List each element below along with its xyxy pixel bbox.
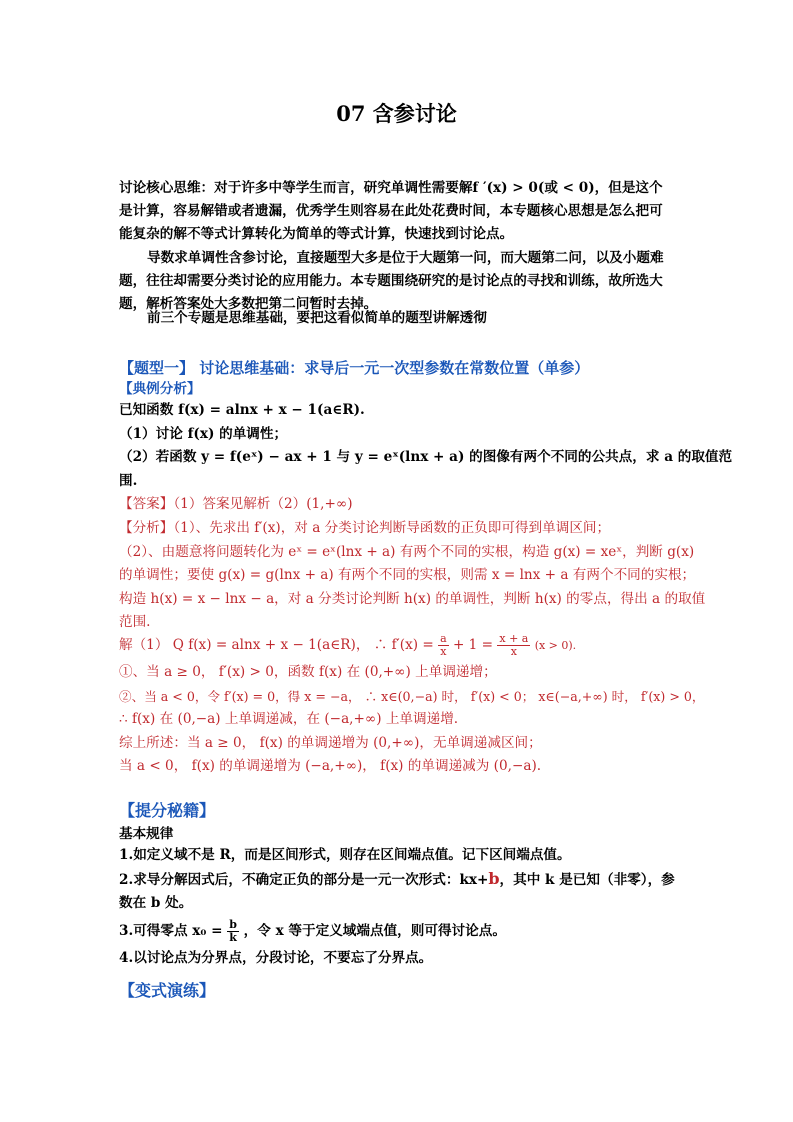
fraction-a-over-x: $\frac{a}{x}$	[440, 632, 447, 658]
answer-block	[119, 493, 675, 517]
solution-block	[119, 630, 705, 779]
intro-text-1: 讨论核心思维：对于许多中等学生而言，研究单调性需要解f ′(x) > 0(或 < 0)，但是这个是计算，容易解错或者遗漏，优秀学生则容易在此处花费时间，本专题核心思想是怎么把可能复杂的解不等式计算转化为简单的等式计算，快速找到讨论点。	[119, 180, 663, 242]
rule-3: 3.可得零点 x₀ = $\frac{b}{k}$ ，令 x 等于定义域端点值，则可得讨论点。	[119, 918, 506, 944]
analysis-line-2: （2）、由题意将问题转化为 eˣ = eˣ(lnx + a) 有两个不同的实根，构造 g(x) = xeˣ，判断 g(x)	[119, 543, 695, 560]
rule-2: 2.求导分解因式后，不确定正负的部分是一元一次形式：kx+b，其中 k 是已知（非零），参	[119, 869, 675, 888]
rule-4: 4.以讨论点为分界点，分段讨论，不要忘了分界点。	[119, 950, 433, 966]
tips-heading: 【提分秘籍】	[119, 801, 216, 820]
practice-heading: 【变式演练】	[119, 981, 216, 1000]
tips-section	[119, 798, 675, 970]
analysis-line-1: （1）、先求出 f′(x)，对 a 分类讨论判断导函数的正负即可得到单调区间；	[173, 520, 611, 536]
intro-paragraph-3	[119, 307, 675, 330]
answer-label: 【答案】	[119, 496, 174, 512]
problem-block	[119, 399, 733, 493]
intro-paragraph-2	[119, 247, 675, 316]
analysis-block	[119, 517, 706, 635]
problem-stem: 已知函数 f(x) = alnx + x − 1(a∈R).	[119, 402, 365, 418]
analysis-line-4: 构造 h(x) = x − lnx − a，对 a 分类讨论判断 h(x) 的单调性，判断 h(x) 的零点，得出 a 的取值	[119, 590, 706, 607]
rule-1: 1.如定义域不是 R，而是区间形式，则存在区间端点值。记下区间端点值。	[119, 847, 571, 863]
solution-line-5: 综上所述：当 a ≥ 0， f(x) 的单调递增为 (0,+∞)，无单调递减区间；	[119, 734, 542, 751]
answer-text: （1）答案见解析（2）(1,+∞)	[173, 496, 353, 512]
analysis-label-text: 【分析】	[119, 520, 174, 536]
fraction-b-over-k: $\frac{b}{k}$	[229, 918, 237, 944]
solution-line-2: ①、当 a ≥ 0， f′(x) > 0，函数 f(x) 在 (0,+∞) 上单调递增；	[119, 664, 497, 680]
solution-line-1: 解（1） Q f(x) = alnx + x − 1(a∈R)， ∴ f′(x) = $\frac{a}{x}$ + 1 = $\frac{x + a}{x}$ (x > 0).	[119, 632, 577, 658]
problem-q1: （1）讨论 f(x) 的单调性；	[119, 425, 288, 442]
solution-line-4: ∴ f(x) 在 (0,−a) 上单调递减，在 (−a,+∞) 上单调递增.	[119, 711, 459, 727]
problem-q2-line1: （2）若函数 y = f(eˣ) − ax + 1 与 y = eˣ(lnx + a) 的图像有两个不同的公共点，求 a 的取值范	[119, 449, 733, 465]
intro-text-2: 导数求单调性含参讨论，直接题型大多是位于大题第一问，而大题第二问，以及小题难题，往往却需要分类讨论的应用能力。本专题围绕研究的是讨论点的寻找和训练，故所选大题，解析答案处大多数把第二问暂时去掉。	[119, 250, 664, 312]
topic-section	[119, 357, 675, 399]
fraction-xa-over-x: $\frac{x + a}{x}$	[499, 632, 529, 658]
topic-heading: 【题型一】 讨论思维基础：求导后一元一次型参数在常数位置（单参）	[119, 359, 590, 377]
rule-2-cont: 数在 b 处。	[119, 895, 193, 911]
problem-q2-line2: 围.	[119, 472, 138, 489]
solution-line-6: 当 a < 0， f(x) 的单调递增为 (−a,+∞)， f(x) 的单调递减为 (0,−a).	[119, 758, 542, 774]
analysis-line-3: 的单调性；要使 g(x) = g(lnx + a) 有两个不同的实根，则需 x = lnx + a 有两个不同的实根；	[119, 567, 696, 583]
practice-section	[119, 978, 675, 1001]
tips-subhead: 基本规律	[119, 826, 174, 842]
analysis-label: 【典例分析】	[119, 381, 201, 397]
intro-paragraph-1	[119, 177, 675, 246]
intro-text-3: 前三个专题是思维基础，要把这看似简单的题型讲解透彻	[147, 310, 487, 326]
page-title: 07 含参讨论	[336, 101, 457, 126]
solution-line-3: ②、当 a < 0，令 f′(x) = 0，得 x = −a， ∴ x∈(0,−a) 时， f′(x) < 0； x∈(−a,+∞) 时， f′(x) > 0，	[119, 688, 705, 704]
analysis-line-5: 范围.	[119, 614, 151, 630]
